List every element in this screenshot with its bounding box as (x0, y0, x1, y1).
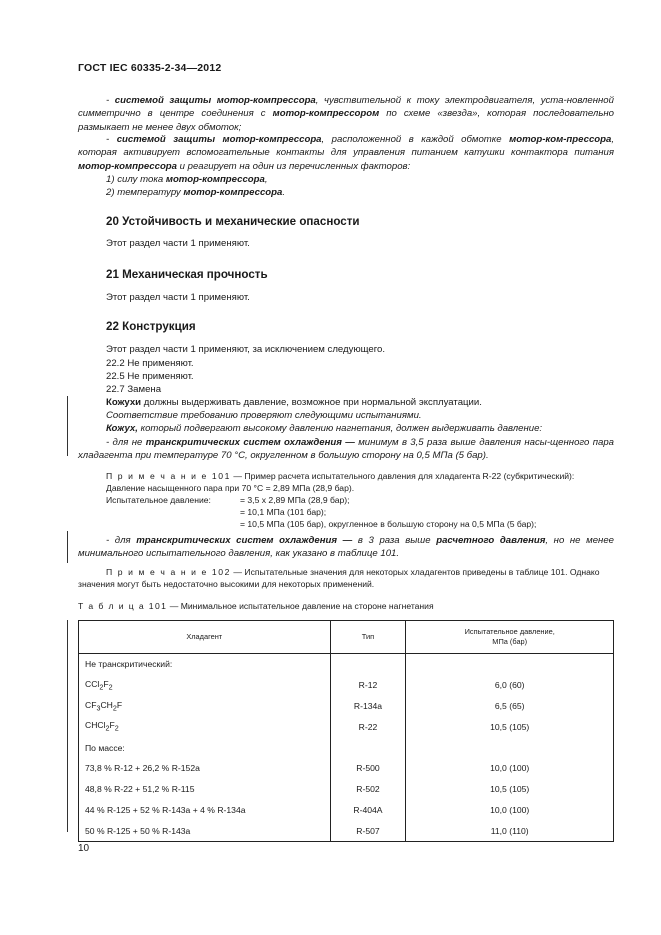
intro-paragraph-2: - системой защиты мотор-компрессора, расположенной в каждой обмотке мотор-ком-прессора, которая активирует вспомогательные контакты для управления питанием катушки контактора питания мотор-компрессора и реагирует на один из перечисленных факторов: (78, 134, 615, 172)
term: мотор-компрессора (78, 160, 177, 172)
term: системой защиты мотор-компрессора (114, 95, 316, 106)
list-item-2: 2) температуру мотор-компрессора. (106, 187, 286, 198)
test-pressure: 10,5 (105) (406, 716, 614, 737)
col-header-refrigerant: Хладагент (79, 621, 331, 654)
table-row (79, 820, 614, 841)
section-text-21: Этот раздел части 1 применяют. (106, 292, 250, 303)
item-22-5: 22.5 Не применяют. (106, 371, 194, 382)
section-title-21: 21 Механическая прочность (106, 268, 268, 281)
group-label: Не транскритический: (79, 654, 331, 675)
document-header: ГОСТ IEC 60335-2-34—2012 (78, 62, 222, 74)
refrigerant-mixture: 48,8 % R-22 + 51,2 % R-115 (79, 779, 331, 800)
table-row (79, 800, 614, 821)
refrigerant-type: R-12 (330, 675, 406, 696)
req-paragraph-4: - для не транскритических систем охлаждения — минимум в 3,5 раза выше давления насы-щенного пара хладагента при температуре 70 °С, округленном в большую сторону на 0,5 МПа (5 бар). (78, 437, 615, 462)
table-row (79, 758, 614, 779)
test-pressure: 6,5 (65) (406, 696, 614, 717)
section-title-20: 20 Устойчивость и механические опасности (106, 215, 360, 228)
refrigerant-type: R-500 (330, 758, 406, 779)
refrigerant-formula: $CCl_2F_2$ (79, 675, 331, 696)
test-pressure: 11,0 (110) (406, 820, 614, 841)
intro-paragraph-1: - системой защиты мотор-компрессора, чувствительной к току электродвигателя, уста-новленной симметрично в центре соединения с мотор-компрессором по схеме «звезда», которая последовательно размыкает не менее двух обмоток; (78, 95, 614, 133)
note-101-label: Испытательное давление: (106, 495, 211, 505)
term: мотор-компрессором (272, 108, 380, 120)
note-101-line-2: Давление насыщенного пара при 70 °С = 2,89 МПа (28,9 бар). (106, 483, 355, 493)
item-22-7: 22.7 Замена (106, 384, 162, 395)
list-item-1: 1) силу тока мотор-компрессора, (106, 174, 268, 185)
test-pressure: 10,0 (100) (406, 800, 614, 821)
change-bar (67, 620, 68, 832)
group-label: По массе: (79, 737, 331, 758)
refrigerant-type: R-404A (330, 800, 406, 821)
refrigerant-formula: $CHCl_2F_2$ (79, 716, 331, 737)
change-bar (67, 531, 68, 563)
note-101-value-1: = 3,5 x 2,89 МПа (28,9 бар); (240, 495, 350, 505)
refrigerant-mixture: 44 % R-125 + 52 % R-143a + 4 % R-134a (79, 800, 331, 821)
note-102: П р и м е ч а н и е 102 — Испытательные значения для некоторых хладагентов приведены в таблице 101. Однако значения могут быть недостаточно высокими для некоторых применений. (78, 567, 600, 589)
note-101: П р и м е ч а н и е 101 — Пример расчета испытательного давления для хладагента R-22 (субкритический): (106, 471, 575, 481)
table-caption: Т а б л и ц а 101 — Минимальное испытательное давление на стороне нагнетания (78, 601, 434, 611)
col-header-pressure: Испытательное давление, МПа (бар) (406, 621, 614, 654)
section-text-20: Этот раздел части 1 применяют. (106, 238, 250, 249)
col-header-type: Тип (330, 621, 406, 654)
table-row (79, 696, 614, 717)
test-pressure: 6,0 (60) (406, 675, 614, 696)
test-pressure: 10,5 (105) (406, 779, 614, 800)
change-bar (67, 396, 68, 456)
table-row (79, 716, 614, 737)
req-line-1: Кожухи должны выдерживать давление, возможное при нормальной эксплуатации. (106, 397, 482, 408)
test-pressure-table (78, 620, 614, 842)
refrigerant-type: R-22 (330, 716, 406, 737)
refrigerant-mixture: 73,8 % R-12 + 26,2 % R-152a (79, 758, 331, 779)
transcritical-paragraph: - для транскритических систем охлаждения — в 3 раза выше расчетного давления, но не менее минимального испытательного давления, как указано в таблице 101. (78, 535, 614, 560)
refrigerant-type: R-134a (330, 696, 406, 717)
refrigerant-type: R-502 (330, 779, 406, 800)
item-22-2: 22.2 Не применяют. (106, 358, 194, 369)
note-101-value-2: = 10,1 МПа (101 бар); (240, 507, 327, 517)
table-row (79, 779, 614, 800)
section-text-22: Этот раздел части 1 применяют, за исключением следующего. (106, 344, 386, 355)
section-title-22: 22 Конструкция (106, 320, 196, 333)
refrigerant-type: R-507 (330, 820, 406, 841)
req-line-3: Кожух, который подвергают высокому давлению нагнетания, должен выдерживать давление: (106, 423, 543, 434)
term: мотор-ком-прессора (509, 134, 612, 145)
table-row (79, 675, 614, 696)
test-pressure: 10,0 (100) (406, 758, 614, 779)
req-line-2: Соответствие требованию проверяют следующими испытаниями. (106, 410, 422, 421)
page-number: 10 (78, 843, 90, 854)
refrigerant-formula: $CF_3CH_2F$ (79, 696, 331, 717)
refrigerant-mixture: 50 % R-125 + 50 % R-143a (79, 820, 331, 841)
note-101-value-3: = 10,5 МПа (105 бар), округленное в большую сторону на 0,5 МПа (5 бар); (240, 519, 537, 529)
term: системой защиты мотор-компрессора (116, 134, 322, 145)
